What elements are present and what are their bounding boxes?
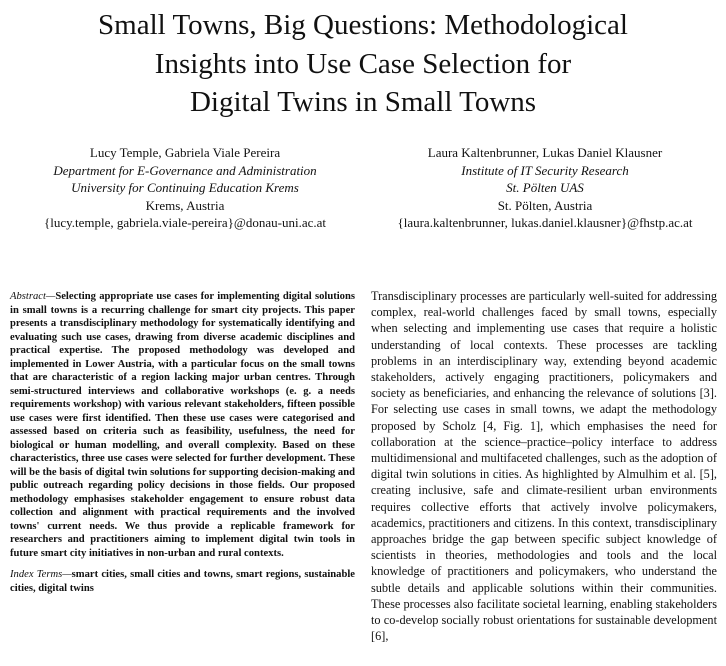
author-email: {laura.kaltenbrunner, lukas.daniel.klausner}@fhstp.ac.at: [397, 215, 693, 230]
author-location: Krems, Austria: [145, 197, 225, 213]
intro-paragraph: Transdisciplinary processes are particularly well-suited for addressing complex, real-world challenges faced by small towns, especially when selecting and implementing use cases that require a holistic understanding of local contexts. These processes are tackling problems in an interdisciplinary way, extending beyond academic stakeholders, actively engaging practitioners, policymakers and society as beneficiaries, and enhancing the relevance of solutions [3]. For selecting use cases in small towns, we adapt the methodology proposed by Scholz [4, Fig. 1], which emphasises the need for collaboration at the science–practice–policy interface to address multidimensional and multifaceted challenges, such as the adoption of digital twin solutions in cities. As highlighted by Almulhim et al. [5], creating inclusive, safe and climate-resilient urban environments requires collective efforts that actively involve policymakers, academics, practitioners and citizens. In this context, transdisciplinary approaches bridge the gap between specific subject knowledge of scientists in theories, methodologies and tools and the local knowledge of practitioners and policymakers, who understand the subtle details and applicable solutions within their communities. These processes also facilitate societal learning, enabling stakeholders to co-develop socially robust orientations for sustainable development [6],: [371, 289, 717, 644]
author-affiliation-institution: University for Continuing Education Krems: [71, 180, 299, 195]
title-line-2: Insights into Use Case Selection for: [154, 47, 572, 80]
abstract-text: Selecting appropriate use cases for implementing digital solutions in small towns is a recurring challenge for smart city projects. This paper presents a transdisciplinary methodology for systematically identifying and evaluating such use cases, drawing from diverse academic disciplines and practical expertise. The proposed methodology was developed and implemented in Lower Austria, with a particular focus on the small towns that are characteristic of a region lacking major urban centres. Through semi-structured interviews and collaborative workshops (e. g. a needs requirements workshop) with various relevant stakeholders, fifteen possible use cases were first identified. Then these use cases were categorised and assessed based on criteria such as feasibility, usefulness, the need for biological or human modelling, and overall complexity. Based on these characteristics, three use cases were selected for further development. These will be the basis of digital twin solutions for supporting decision-making and public outreach regarding policy decisions in those fields. Our proposed methodology emphasises stakeholder engagement to ensure robust data collection and alignment with practical requirements and the involved towns' current needs. We thus provide a replicable framework for researchers and practitioners aiming to implement digital twin tools in future smart city initiatives in non-urban and rural contexts.: [10, 291, 355, 559]
author-names: Lucy Temple, Gabriela Viale Pereira: [89, 145, 281, 160]
author-location: St. Pölten, Austria: [497, 197, 593, 213]
paper-title: [0, 6, 726, 122]
author-affiliation-institution: St. Pölten UAS: [506, 180, 584, 195]
author-email: {lucy.temple, gabriela.viale-pereira}@donau-uni.ac.at: [43, 215, 327, 230]
author-affiliation-department: Department for E-Governance and Administration: [53, 162, 317, 178]
index-terms-text: smart cities, small cities and towns, smart regions, sustainable cities, digital twins: [10, 569, 355, 594]
introduction-column: [371, 288, 717, 644]
author-block-left: [10, 144, 360, 232]
author-block-right: [370, 144, 720, 232]
index-terms-label: Index Terms—: [10, 569, 72, 580]
author-affiliation-department: Institute of IT Security Research: [461, 162, 629, 178]
abstract-label: Abstract—: [10, 291, 56, 302]
abstract-paragraph: [10, 290, 355, 560]
abstract-section: [10, 290, 355, 595]
title-line-3: Digital Twins in Small Towns: [189, 86, 537, 118]
title-line-1: Small Towns, Big Questions: Methodological: [98, 9, 628, 41]
index-terms-paragraph: [10, 568, 355, 595]
author-names: Laura Kaltenbrunner, Lukas Daniel Klausner: [427, 145, 663, 160]
